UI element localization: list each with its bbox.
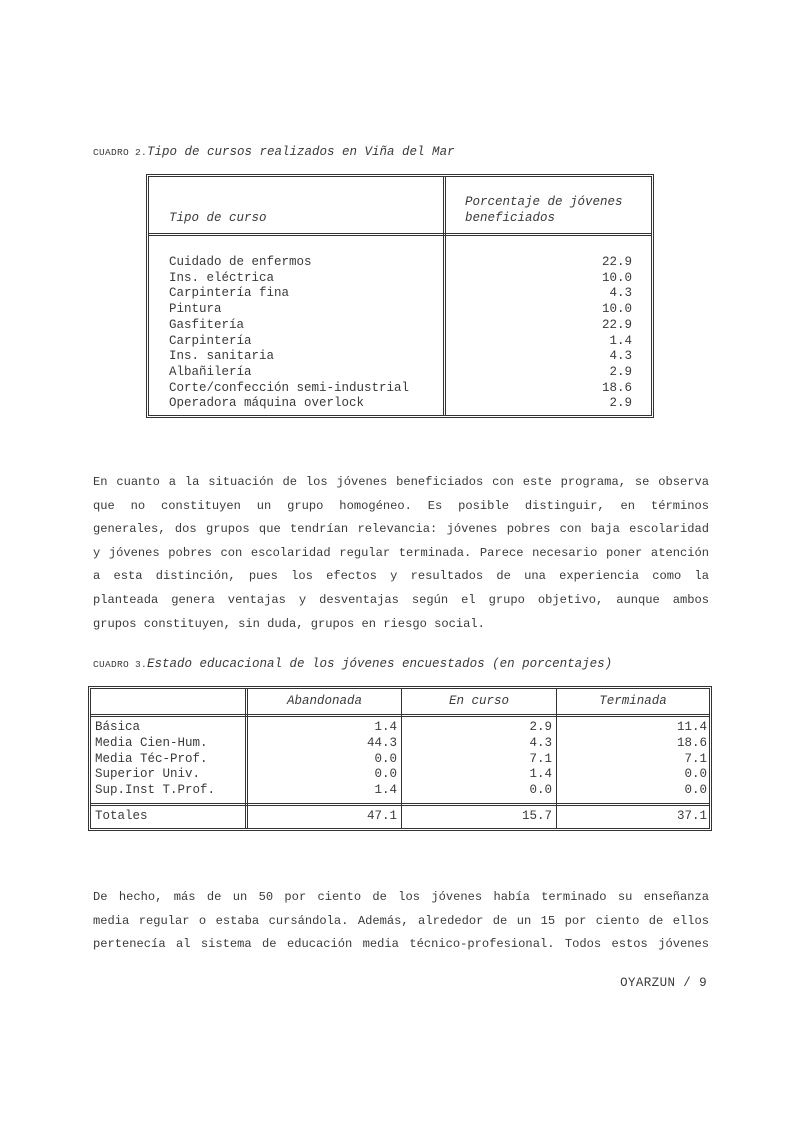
row-label: Media Cien-Hum.	[95, 735, 208, 750]
cuadro-3-title: Estado educacional de los jóvenes encuestados (en porcentajes)	[147, 657, 613, 671]
table-divider	[91, 803, 709, 806]
cuadro-2-table	[146, 174, 654, 418]
col-header-en-curso: En curso	[448, 694, 509, 708]
total-en-curso: 15.7	[521, 809, 552, 823]
body-paragraph-2	[93, 886, 709, 957]
table-cell: 1.4	[374, 783, 397, 798]
text-line: De hecho, más de un 50 por ciento de los jóvenes había terminado su enseñanza	[93, 890, 709, 904]
table-cell: 0.0	[529, 783, 552, 798]
row-label: Básica	[95, 720, 141, 734]
row-label: Superior Univ.	[95, 767, 201, 782]
text-line: y jóvenes pobres con escolaridad regular terminada. Parece necesario poner atención	[93, 545, 709, 560]
cuadro-2-title: Tipo de cursos realizados en Viña del Mar	[147, 145, 455, 159]
table-cell: 11.4	[676, 720, 707, 734]
table-cell: 1.4	[609, 333, 632, 348]
course-names	[169, 255, 409, 412]
course-values	[602, 255, 632, 412]
table-row: Carpintería fina	[169, 286, 290, 301]
totals-label: Totales	[95, 809, 148, 823]
row-label: Media Téc-Prof.	[95, 751, 208, 766]
table-row: Albañilería	[169, 364, 252, 379]
col-abandonada	[367, 720, 397, 799]
table-cell: 0.0	[684, 767, 707, 782]
table-cell: 10.0	[601, 270, 632, 285]
table-cell: 0.0	[684, 783, 707, 798]
body-paragraph-1	[93, 471, 709, 636]
table-cell: 4.3	[529, 735, 552, 750]
table-cell: 0.0	[374, 767, 397, 782]
col-header-abandonada: Abandonada	[286, 694, 362, 708]
col-terminada	[677, 720, 707, 799]
table-divider	[91, 714, 709, 717]
table-row: Gasfitería	[169, 317, 245, 332]
table-divider	[149, 233, 651, 236]
table-cell: 7.1	[529, 751, 552, 766]
table-row: Ins. eléctrica	[169, 270, 275, 285]
text-line: En cuanto a la situación de los jóvenes beneficiados con este programa, se observa	[93, 475, 709, 489]
col-header-porcentaje-line1: Porcentaje de jóvenes	[465, 195, 623, 209]
page-footer: OYARZUN / 9	[620, 976, 707, 990]
cuadro-3-label: CUADRO 3.	[93, 659, 148, 670]
table-row: Operadora máquina overlock	[169, 396, 365, 411]
cuadro-2-label: CUADRO 2.	[93, 147, 148, 158]
cuadro-3-table	[88, 686, 712, 831]
col-header-tipo-curso: Tipo de curso	[169, 211, 267, 225]
col-header-porcentaje-line2: beneficiados	[465, 211, 556, 225]
text-line: planteada genera ventajas y desventajas según el grupo objetivo, aunque ambos	[93, 592, 709, 607]
col-en-curso	[529, 720, 552, 799]
table-cell: 10.0	[601, 302, 632, 317]
table-cell: 44.3	[366, 735, 397, 750]
table-cell: 2.9	[529, 720, 552, 734]
cuadro-3-caption	[93, 657, 612, 671]
text-line: a esta distinción, pues los efectos y resultados de una experiencia como la	[93, 569, 709, 584]
table-cell: 4.3	[609, 349, 632, 364]
table-divider	[556, 689, 557, 828]
table-cell: 1.4	[374, 720, 397, 734]
cuadro-2-caption	[93, 145, 455, 159]
table-divider	[245, 689, 248, 828]
table-cell: 22.9	[601, 255, 632, 269]
table-row: Pintura	[169, 302, 222, 317]
table-cell: 18.6	[601, 380, 632, 395]
table-cell: 2.9	[609, 396, 632, 411]
table-cell: 4.3	[609, 286, 632, 301]
table-divider	[443, 177, 446, 415]
text-line: que no constituyen un grupo homogéneo. Es posible distinguir, en términos	[93, 498, 709, 513]
col-header-terminada: Terminada	[599, 694, 667, 708]
text-line: pertenecía al sistema de educación media técnico-profesional. Todos estos jóvenes	[93, 937, 709, 952]
table-divider	[401, 689, 402, 828]
text-line: media regular o estaba cursándola. Además, alrededor de un 15 por ciento de ellos	[93, 913, 709, 928]
table-cell: 2.9	[609, 364, 632, 379]
table-cell: 22.9	[601, 317, 632, 332]
total-abandonada: 47.1	[366, 809, 397, 823]
table-row: Cuidado de enfermos	[169, 255, 312, 269]
total-terminada: 37.1	[676, 809, 707, 823]
table-cell: 0.0	[374, 751, 397, 766]
table-row: Ins. sanitaria	[169, 349, 275, 364]
table-cell: 7.1	[684, 751, 707, 766]
table-cell: 1.4	[529, 767, 552, 782]
text-line: grupos constituyen, sin duda, grupos en riesgo social.	[93, 616, 485, 631]
table-row: Corte/confección semi-industrial	[169, 380, 410, 395]
row-labels	[95, 720, 215, 799]
table-cell: 18.6	[676, 735, 707, 750]
row-label: Sup.Inst T.Prof.	[95, 783, 216, 798]
text-line: generales, dos grupos que tendrían relevancia: jóvenes pobres con baja escolaridad	[93, 522, 709, 537]
table-row: Carpintería	[169, 333, 252, 348]
